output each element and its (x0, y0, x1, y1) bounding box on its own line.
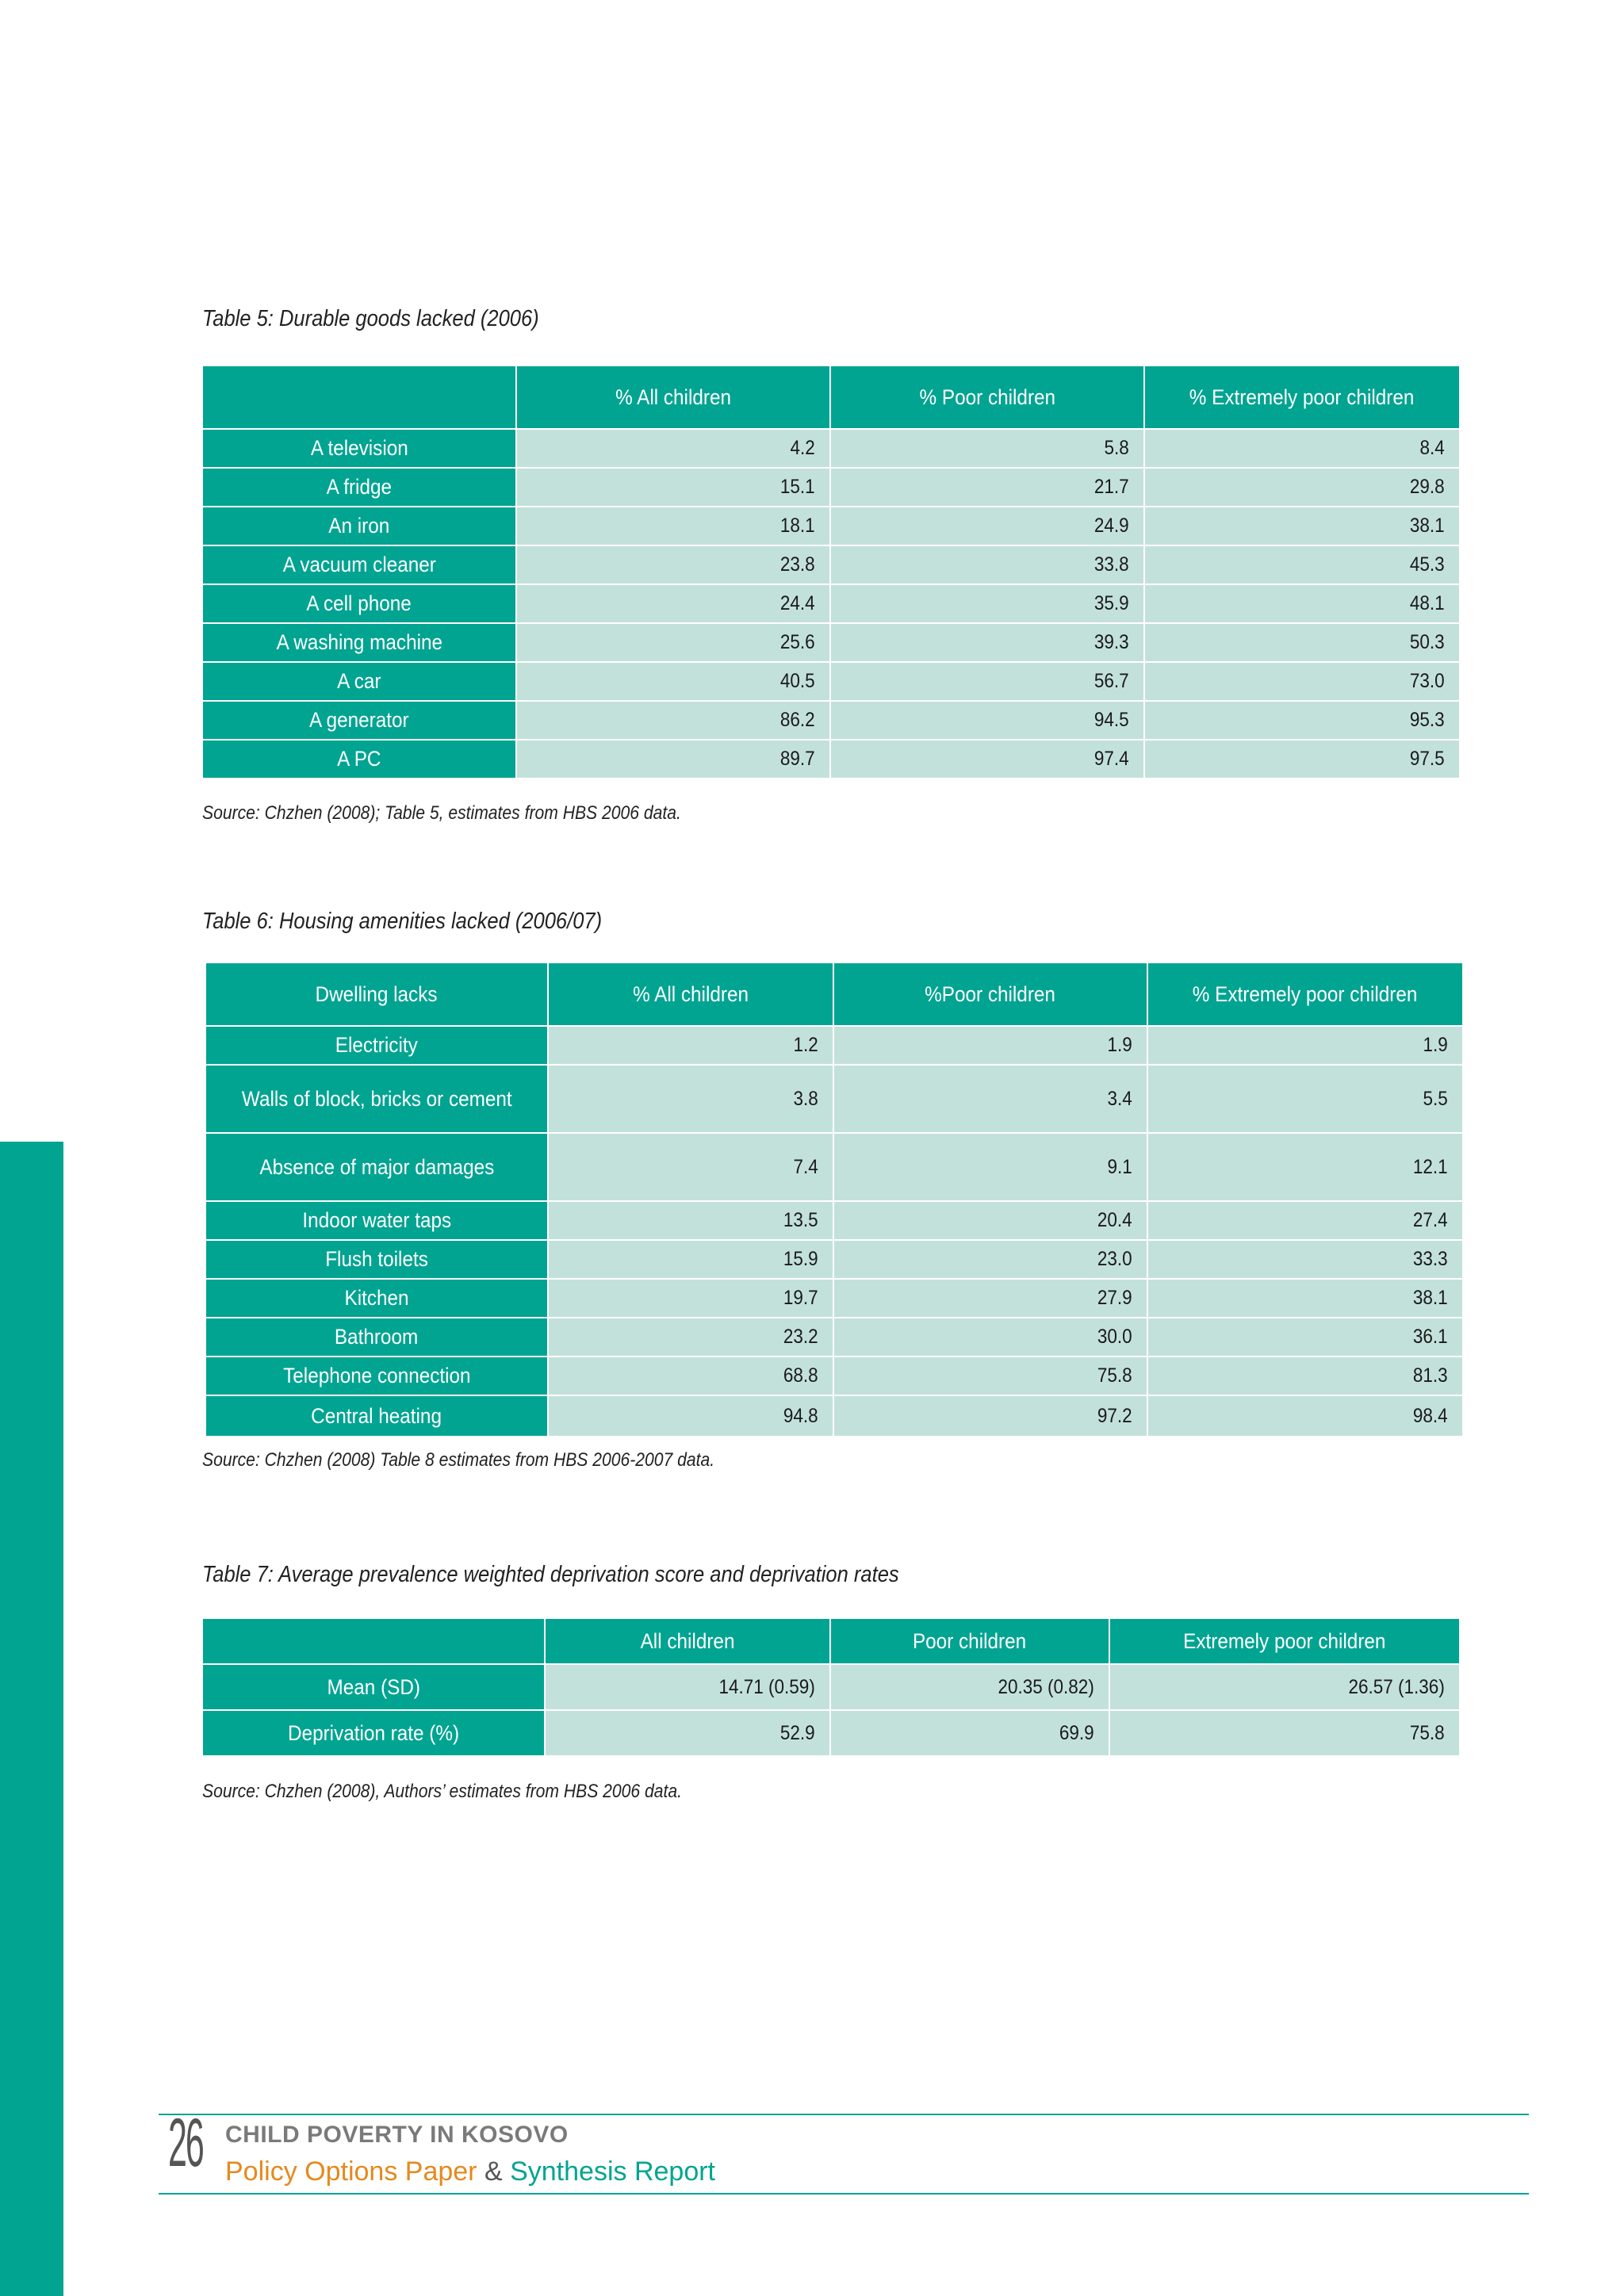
value-text: 52.9 (780, 1721, 815, 1744)
row-label-text: Flush toilets (325, 1247, 428, 1272)
value-text: 94.8 (783, 1404, 818, 1427)
value-cell (516, 584, 830, 623)
table5-header-text: % Extremely poor children (1189, 385, 1415, 409)
value-text: 33.3 (1413, 1248, 1448, 1270)
value-text: 50.3 (1410, 631, 1445, 653)
value-cell (833, 1133, 1147, 1201)
value-cell (830, 1664, 1109, 1710)
value-text: 23.2 (783, 1326, 818, 1348)
value-text: 20.35 (0.82) (998, 1675, 1094, 1698)
table-row (205, 1026, 1463, 1065)
value-cell (1144, 740, 1460, 779)
table7-header-text: All children (640, 1628, 735, 1653)
value-text: 27.9 (1097, 1287, 1132, 1309)
value-text: 97.5 (1410, 748, 1445, 770)
value-text: 26.57 (1.36) (1348, 1675, 1445, 1698)
row-label-text: An iron (328, 514, 390, 538)
value-text: 94.5 (1094, 709, 1129, 731)
value-cell (1109, 1710, 1460, 1756)
table-row (202, 623, 1460, 662)
table5-source: Source: Chzhen (2008); Table 5, estimates from HBS 2006 data. (202, 802, 681, 824)
value-text: 38.1 (1410, 515, 1445, 537)
value-cell (833, 1279, 1147, 1318)
value-cell (833, 1357, 1147, 1395)
value-cell (548, 1318, 833, 1357)
value-text: 98.4 (1413, 1404, 1448, 1427)
value-cell (548, 1133, 833, 1201)
row-label-text: A vacuum cleaner (282, 553, 436, 577)
value-cell (830, 507, 1144, 545)
row-label (205, 1279, 548, 1318)
row-label (205, 1357, 548, 1395)
value-cell (833, 1240, 1147, 1279)
value-text: 97.4 (1094, 748, 1129, 770)
row-label (202, 662, 516, 701)
value-cell (833, 1201, 1147, 1240)
row-label (202, 1664, 545, 1710)
table-row (205, 1395, 1463, 1437)
value-text: 9.1 (1107, 1155, 1132, 1178)
value-text: 39.3 (1094, 631, 1129, 653)
table6-header-col-3 (1147, 962, 1463, 1026)
table6-header-text: %Poor children (925, 982, 1056, 1006)
value-text: 19.7 (783, 1287, 818, 1309)
row-label-text: Bathroom (335, 1325, 419, 1349)
value-text: 97.2 (1097, 1404, 1132, 1427)
value-cell (516, 507, 830, 545)
value-cell (830, 429, 1144, 468)
table-row (202, 662, 1460, 701)
row-label (205, 1026, 548, 1065)
value-cell (830, 1710, 1109, 1756)
value-text: 75.8 (1410, 1721, 1445, 1744)
value-text: 20.4 (1097, 1209, 1132, 1231)
page-number: 26 (168, 2105, 203, 2181)
value-text: 73.0 (1410, 670, 1445, 692)
value-cell (1147, 1395, 1463, 1437)
value-cell (1147, 1065, 1463, 1133)
table-row (205, 1201, 1463, 1240)
value-text: 33.8 (1094, 553, 1129, 576)
row-label-text: A car (337, 669, 381, 694)
table-row (202, 507, 1460, 545)
value-cell (516, 701, 830, 740)
table-row (202, 468, 1460, 507)
value-text: 3.8 (793, 1087, 818, 1110)
row-label-text: A fridge (326, 475, 393, 499)
value-cell (516, 468, 830, 507)
table7 (201, 1617, 1461, 1757)
side-accent-bar (0, 1142, 63, 2296)
table-row (202, 1710, 1460, 1756)
value-cell (833, 1318, 1147, 1357)
table-row (205, 1357, 1463, 1395)
value-text: 7.4 (793, 1155, 818, 1178)
value-cell (1147, 1026, 1463, 1065)
value-cell (548, 1240, 833, 1279)
value-cell (1144, 468, 1460, 507)
value-cell (516, 740, 830, 779)
value-text: 13.5 (783, 1209, 818, 1231)
value-text: 40.5 (780, 670, 815, 692)
table-row (205, 1133, 1463, 1201)
value-cell (548, 1357, 833, 1395)
value-cell (1147, 1318, 1463, 1357)
value-text: 1.9 (1107, 1034, 1132, 1056)
value-cell (833, 1395, 1147, 1437)
row-label-text: Electricity (335, 1033, 418, 1058)
value-cell (1147, 1279, 1463, 1318)
value-text: 89.7 (780, 748, 815, 770)
footer-subtitle-part1: Policy Options Paper (225, 2156, 477, 2187)
row-label-text: Deprivation rate (%) (287, 1720, 460, 1745)
value-cell (830, 584, 1144, 623)
row-label-text: Telephone connection (282, 1364, 471, 1388)
value-cell (833, 1026, 1147, 1065)
value-cell (1147, 1240, 1463, 1279)
value-cell (548, 1026, 833, 1065)
value-text: 14.71 (0.59) (718, 1675, 815, 1698)
value-text: 23.0 (1097, 1248, 1132, 1270)
value-text: 4.2 (790, 437, 815, 459)
value-cell (516, 623, 830, 662)
row-label (202, 740, 516, 779)
row-label (202, 429, 516, 468)
row-label-text: Absence of major damages (259, 1154, 494, 1179)
table-row (202, 429, 1460, 468)
value-text: 95.3 (1410, 709, 1445, 731)
table6-header-col-1 (548, 962, 833, 1026)
table-row (205, 1318, 1463, 1357)
value-text: 27.4 (1413, 1209, 1448, 1231)
value-text: 23.8 (780, 553, 815, 576)
value-cell (830, 545, 1144, 584)
table5-caption: Table 5: Durable goods lacked (2006) (202, 306, 539, 331)
row-label (205, 1133, 548, 1201)
footer-subtitle-part2: Synthesis Report (510, 2156, 715, 2187)
value-cell (830, 468, 1144, 507)
value-cell (830, 623, 1144, 662)
value-text: 24.9 (1094, 515, 1129, 537)
value-text: 38.1 (1413, 1287, 1448, 1309)
table-row (202, 740, 1460, 779)
footer-title: CHILD POVERTY IN KOSOVO (225, 2122, 569, 2148)
value-text: 3.4 (1107, 1087, 1132, 1110)
row-label-text: Indoor water taps (302, 1208, 451, 1233)
table6-header-col-2 (833, 962, 1147, 1026)
table-row (202, 545, 1460, 584)
table7-header-col-3 (1109, 1618, 1460, 1664)
row-label (205, 1201, 548, 1240)
footer-subtitle-amp: & (484, 2156, 503, 2187)
table7-header-col-1 (545, 1618, 830, 1664)
value-cell (1147, 1201, 1463, 1240)
row-label-text: A television (310, 436, 408, 461)
row-label-text: A washing machine (276, 630, 442, 655)
row-label (202, 545, 516, 584)
value-text: 30.0 (1097, 1326, 1132, 1348)
value-text: 69.9 (1059, 1721, 1094, 1744)
value-cell (548, 1395, 833, 1437)
value-text: 1.9 (1423, 1034, 1448, 1056)
row-label-text: A PC (337, 747, 381, 771)
table5-header-col-0 (202, 365, 516, 429)
value-cell (548, 1201, 833, 1240)
value-text: 68.8 (783, 1364, 818, 1387)
value-cell (548, 1065, 833, 1133)
value-text: 86.2 (780, 709, 815, 731)
value-cell (1144, 584, 1460, 623)
value-text: 25.6 (780, 631, 815, 653)
value-cell (516, 662, 830, 701)
row-label-text: Kitchen (344, 1286, 409, 1311)
row-label (202, 1710, 545, 1756)
row-label (202, 584, 516, 623)
value-text: 5.5 (1423, 1087, 1448, 1110)
footer-top-rule (159, 2114, 1529, 2115)
value-cell (830, 740, 1144, 779)
value-text: 75.8 (1097, 1364, 1132, 1387)
row-label (205, 1065, 548, 1133)
value-cell (516, 429, 830, 468)
table7-source: Source: Chzhen (2008), Authors’ estimates from HBS 2006 data. (202, 1781, 682, 1802)
table5-header-col-3 (1144, 365, 1460, 429)
row-label (202, 701, 516, 740)
table6-source: Source: Chzhen (2008) Table 8 estimates from HBS 2006-2007 data. (202, 1449, 715, 1471)
value-cell (545, 1710, 830, 1756)
value-text: 12.1 (1413, 1155, 1448, 1178)
table6 (205, 962, 1464, 1437)
value-cell (1147, 1357, 1463, 1395)
row-label (202, 507, 516, 545)
value-text: 81.3 (1413, 1364, 1448, 1387)
value-cell (1144, 662, 1460, 701)
row-label (205, 1240, 548, 1279)
value-text: 15.9 (783, 1248, 818, 1270)
table-row (205, 1240, 1463, 1279)
table-row (205, 1065, 1463, 1133)
table7-caption: Table 7: Average prevalence weighted deprivation score and deprivation rates (202, 1562, 899, 1587)
table-row (202, 584, 1460, 623)
table5-header-col-1 (516, 365, 830, 429)
value-cell (1144, 507, 1460, 545)
row-label-text: A generator (309, 708, 409, 733)
row-label-text: A cell phone (306, 591, 412, 616)
row-label (205, 1395, 548, 1437)
value-text: 35.9 (1094, 592, 1129, 614)
table7-header-col-0 (202, 1618, 545, 1664)
value-cell (1144, 623, 1460, 662)
row-label-text: Mean (SD) (327, 1674, 420, 1699)
value-cell (1144, 429, 1460, 468)
table5-header-text: % Poor children (919, 385, 1055, 409)
value-text: 36.1 (1413, 1326, 1448, 1348)
table6-header-text: Dwelling lacks (316, 982, 438, 1006)
value-cell (548, 1279, 833, 1318)
row-label-text: Central heating (311, 1403, 442, 1428)
value-text: 8.4 (1419, 437, 1445, 459)
row-label-text: Walls of block, bricks or cement (241, 1086, 512, 1111)
value-cell (1144, 701, 1460, 740)
table5-header-text: % All children (615, 385, 731, 409)
table6-header-text: % All children (633, 982, 749, 1006)
table5-header-col-2 (830, 365, 1144, 429)
value-text: 18.1 (780, 515, 815, 537)
value-cell (833, 1065, 1147, 1133)
value-cell (1144, 545, 1460, 584)
value-cell (830, 701, 1144, 740)
value-text: 29.8 (1410, 476, 1445, 498)
row-label (205, 1318, 548, 1357)
footer-bottom-rule (159, 2193, 1529, 2195)
value-text: 48.1 (1410, 592, 1445, 614)
table5 (201, 365, 1461, 779)
value-cell (516, 545, 830, 584)
table6-header-text: % Extremely poor children (1193, 982, 1418, 1006)
value-cell (830, 662, 1144, 701)
value-text: 21.7 (1094, 476, 1129, 498)
value-text: 24.4 (780, 592, 815, 614)
table-row (202, 701, 1460, 740)
value-text: 5.8 (1104, 437, 1129, 459)
table-row (205, 1279, 1463, 1318)
table-row (202, 1664, 1460, 1710)
table7-header-text: Extremely poor children (1183, 1628, 1386, 1653)
table7-header-col-2 (830, 1618, 1109, 1664)
table6-header-col-0 (205, 962, 548, 1026)
footer-subtitle (225, 2156, 715, 2187)
table6-caption: Table 6: Housing amenities lacked (2006/07) (202, 909, 603, 934)
value-text: 45.3 (1410, 553, 1445, 576)
row-label (202, 468, 516, 507)
row-label (202, 623, 516, 662)
value-text: 15.1 (780, 476, 815, 498)
value-cell (545, 1664, 830, 1710)
value-cell (1147, 1133, 1463, 1201)
table7-header-text: Poor children (913, 1628, 1027, 1653)
value-text: 56.7 (1094, 670, 1129, 692)
value-cell (1109, 1664, 1460, 1710)
value-text: 1.2 (793, 1034, 818, 1056)
